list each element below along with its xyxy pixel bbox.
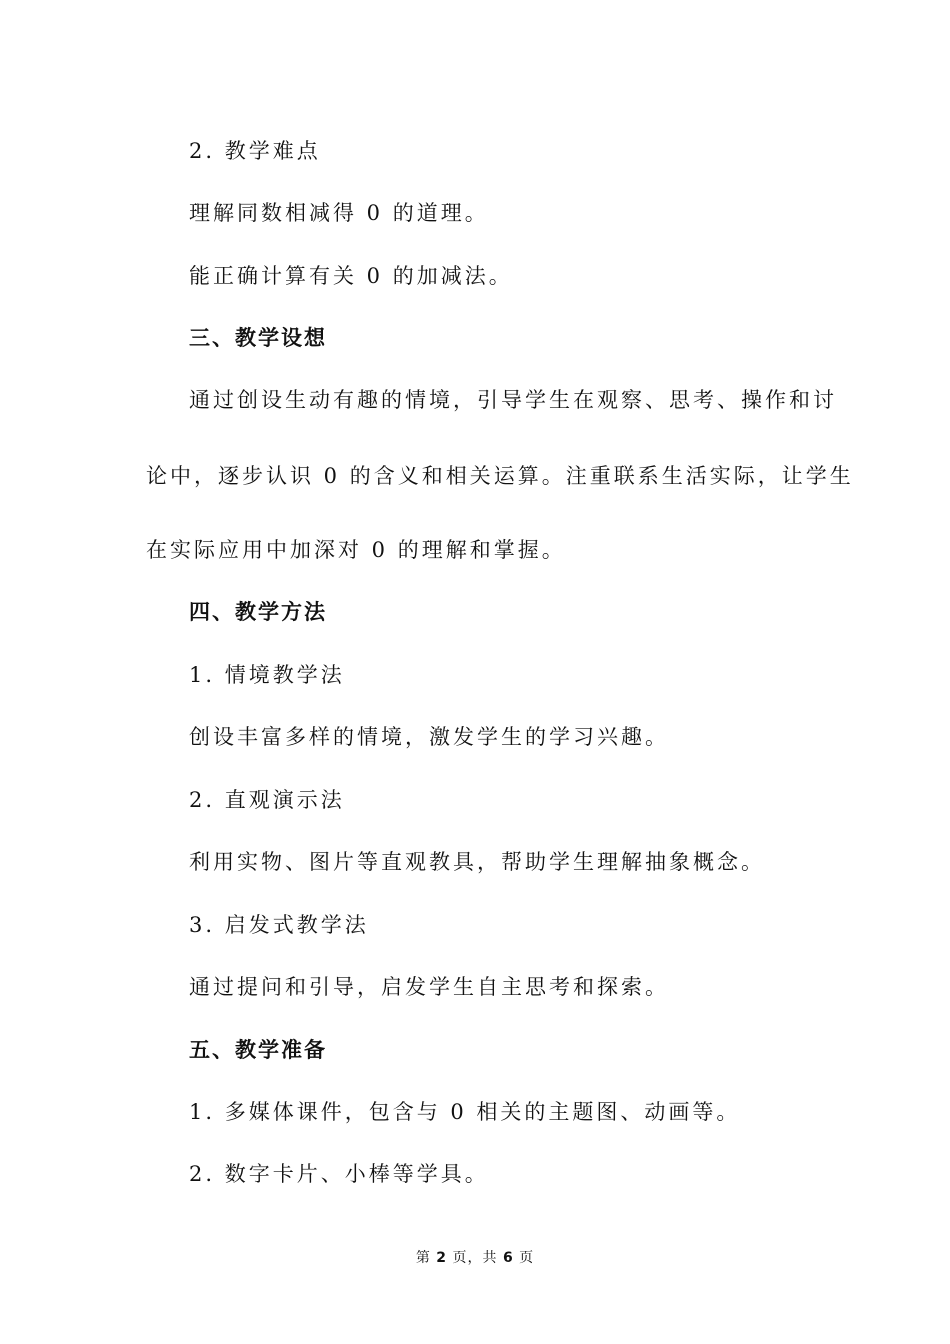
- footer-middle: 页，共: [447, 1250, 503, 1266]
- page-footer: [0, 1247, 950, 1267]
- subsection-title: 1. 情境教学法: [189, 663, 345, 687]
- paragraph: 创设丰富多样的情境，激发学生的学习兴趣。: [189, 725, 669, 749]
- paragraph: 利用实物、图片等直观教具，帮助学生理解抽象概念。: [189, 850, 765, 874]
- list-item: 2. 数字卡片、小棒等学具。: [189, 1162, 489, 1186]
- subsection-title-teaching-difficulty: 2. 教学难点: [189, 139, 321, 163]
- paragraph-line: 在实际应用中加深对 0 的理解和掌握。: [146, 538, 566, 562]
- footer-suffix: 页: [513, 1250, 535, 1266]
- section-heading-teaching-preparation: 五、教学准备: [189, 1038, 327, 1062]
- section-heading-teaching-concept: 三、教学设想: [189, 326, 327, 350]
- paragraph: 能正确计算有关 0 的加减法。: [189, 264, 513, 288]
- current-page-number: 2: [436, 1250, 448, 1266]
- paragraph-line: 通过创设生动有趣的情境，引导学生在观察、思考、操作和讨: [189, 388, 837, 412]
- footer-prefix: 第: [415, 1250, 437, 1266]
- subsection-title: 3. 启发式教学法: [189, 913, 369, 937]
- paragraph: 理解同数相减得 0 的道理。: [189, 201, 489, 225]
- list-item: 1. 多媒体课件，包含与 0 相关的主题图、动画等。: [189, 1100, 741, 1124]
- paragraph-line: 论中，逐步认识 0 的含义和相关运算。注重联系生活实际，让学生: [146, 464, 854, 488]
- section-heading-teaching-methods: 四、教学方法: [189, 600, 327, 624]
- total-page-count: 6: [502, 1250, 514, 1266]
- subsection-title: 2. 直观演示法: [189, 788, 345, 812]
- paragraph: 通过提问和引导，启发学生自主思考和探索。: [189, 975, 669, 999]
